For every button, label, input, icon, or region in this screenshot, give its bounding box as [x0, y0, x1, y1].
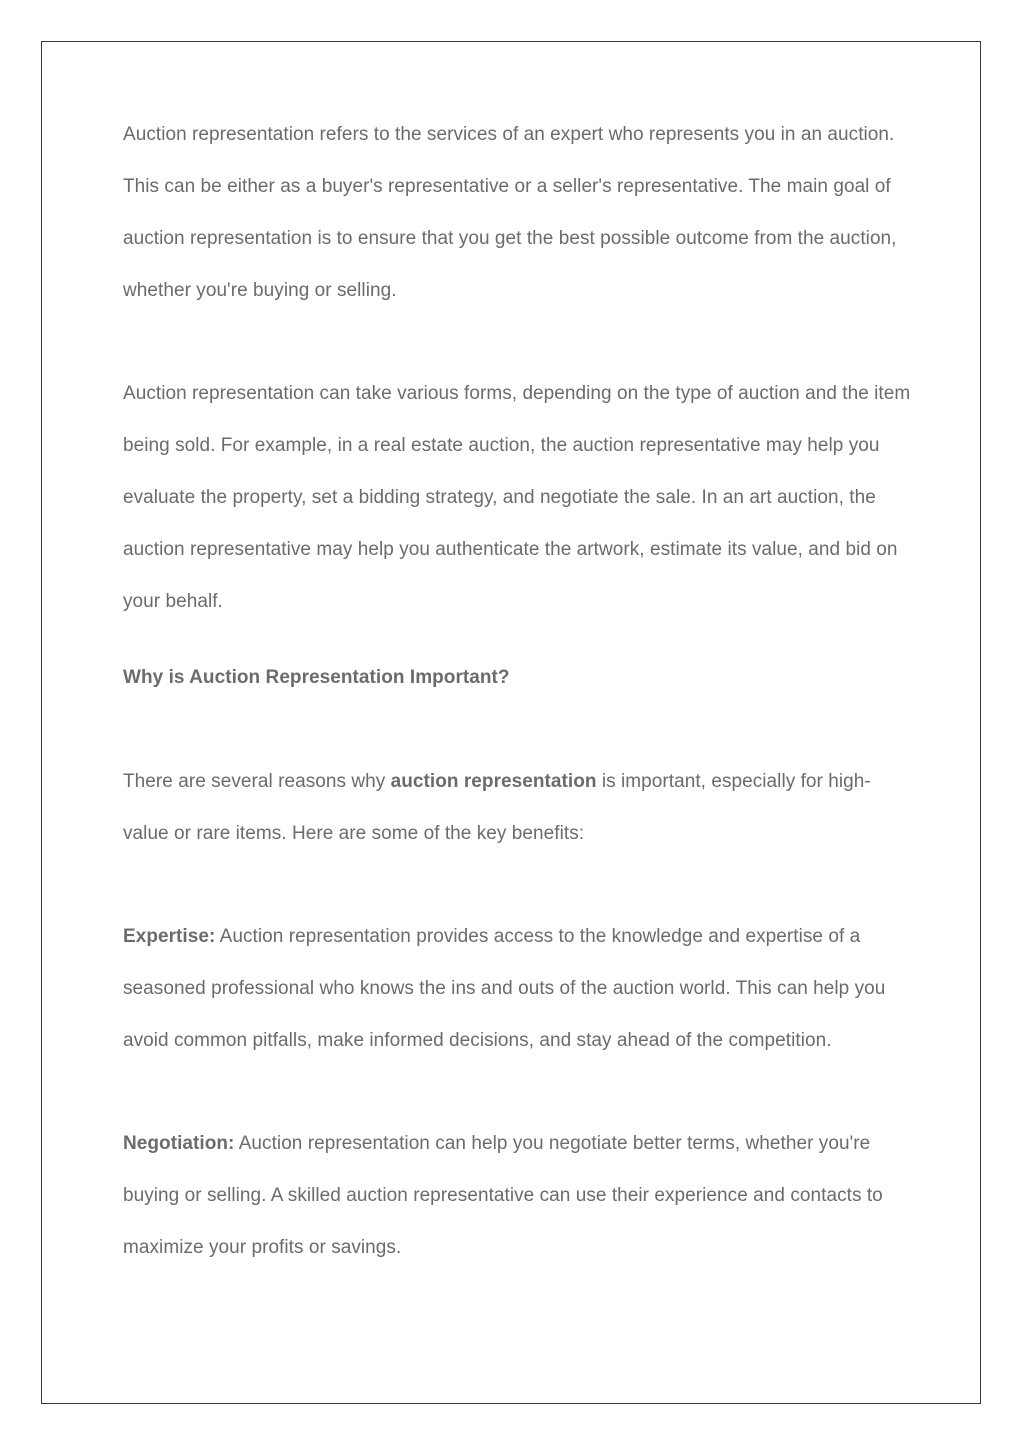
reasons-paragraph — [123, 756, 913, 860]
paragraph-spacer — [123, 704, 913, 756]
expertise-text: Auction representation provides access to the knowledge and expertise of a seasoned professional who knows the ins and outs of the auction world. This can help you avoid common pitfalls, make informed decisions, and stay ahead of the competition. — [123, 926, 886, 1051]
document-body — [123, 109, 913, 1274]
paragraph-spacer — [123, 628, 913, 652]
expertise-paragraph — [123, 911, 913, 1067]
paragraph-spacer — [123, 860, 913, 911]
negotiation-text: Auction representation can help you negotiate better terms, whether you're buying or selling. A skilled auction representative can use their experience and contacts to maximize your profits or savings. — [123, 1133, 883, 1258]
negotiation-paragraph — [123, 1118, 913, 1274]
expertise-label: Expertise: — [123, 926, 216, 947]
reasons-bold-term: auction representation — [390, 771, 597, 792]
intro-paragraph: Auction representation refers to the services of an expert who represents you in an auction. This can be either as a buyer's representative or a seller's representative. The main goal of auction representation is to ensure that you get the best possible outcome from the auction, whether you're buying or selling. — [123, 124, 897, 301]
forms-paragraph: Auction representation can take various forms, depending on the type of auction and the item being sold. For example, in a real estate auction, the auction representative may help you evaluate the property, set a bidding strategy, and negotiate the sale. In an art auction, the auction representative may help you authenticate the artwork, estimate its value, and bid on your behalf. — [123, 383, 911, 612]
paragraph-spacer — [123, 317, 913, 368]
paragraph-spacer — [123, 1067, 913, 1118]
reasons-text-end: is important, especially for high-value or rare items. Here are some of the key benefits: — [123, 771, 871, 844]
section-heading: Why is Auction Representation Important? — [123, 667, 510, 688]
negotiation-label: Negotiation: — [123, 1133, 235, 1154]
reasons-text-start: There are several reasons why — [123, 771, 391, 792]
